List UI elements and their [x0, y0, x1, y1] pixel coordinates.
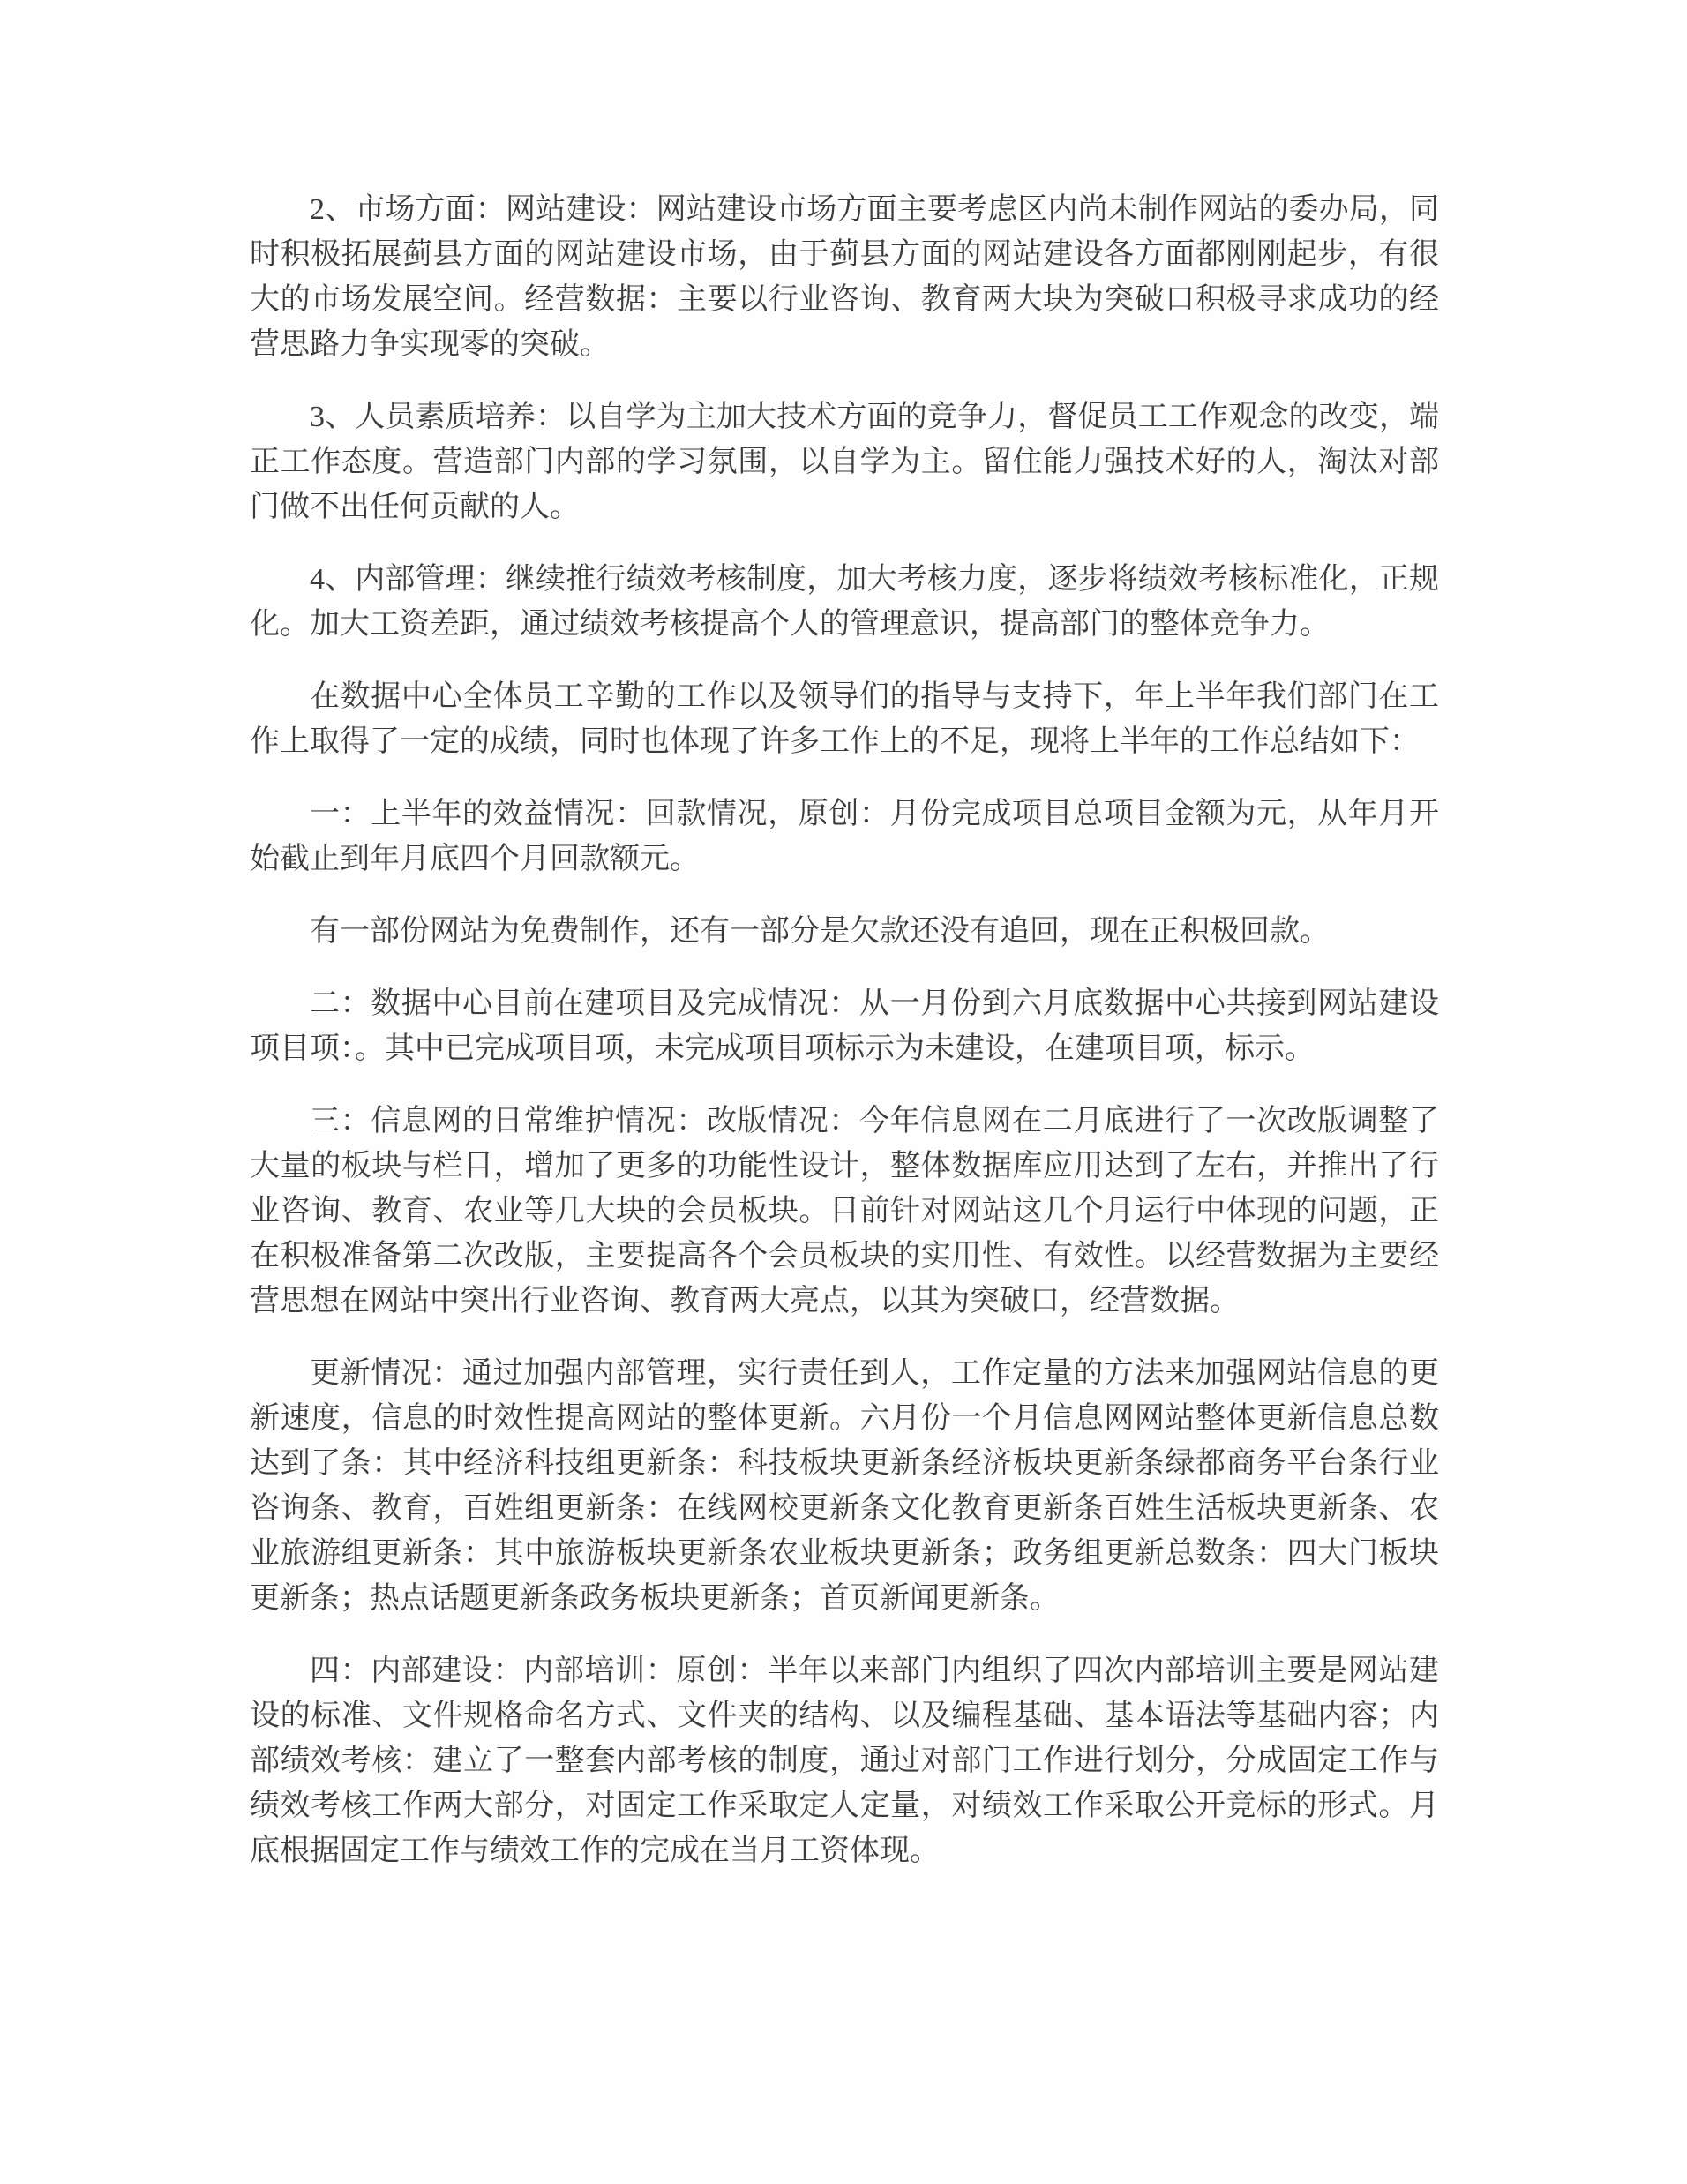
- paragraph-section-3-maintenance: 三：信息网的日常维护情况：改版情况：今年信息网在二月底进行了一次改版调整了大量的板块与栏目，增加了更多的功能性设计，整体数据库应用达到了左右，并推出了行业咨询、教育、农业等几大块的会员板块。目前针对网站这几个月运行中体现的问题，正在积极准备第二次改版，主要提高各个会员板块的实用性、有效性。以经营数据为主要经营思想在网站中突出行业咨询、教育两大亮点，以其为突破口，经营数据。: [250, 1105, 1439, 1317]
- document-body: [250, 187, 1439, 1901]
- paragraph-update-status: 更新情况：通过加强内部管理，实行责任到人，工作定量的方法来加强网站信息的更新速度，信息的时效性提高网站的整体更新。六月份一个月信息网网站整体更新信息总数达到了条：其中经济科技组更新条：科技板块更新条经济板块更新条绿都商务平台条行业咨询条、教育，百姓组更新条：在线网校更新条文化教育更新条百姓生活板块更新条、农业旅游组更新条：其中旅游板块更新条农业板块更新条；政务组更新总数条：四大门板块更新条；热点话题更新条政务板块更新条；首页新闻更新条。: [250, 1357, 1439, 1615]
- paragraph-free-sites-note: 有一部份网站为免费制作，还有一部分是欠款还没有追回，现在正积极回款。: [310, 915, 1330, 948]
- paragraph-section-2-projects: 二：数据中心目前在建项目及完成情况：从一月份到六月底数据中心共接到网站建设项目项：。其中已完成项目项，未完成项目项标示为未建设，在建项目项，标示。: [250, 987, 1439, 1065]
- paragraph-section-4-internal-construction: 四：内部建设：内部培训：原创：半年以来部门内组织了四次内部培训主要是网站建设的标准、文件规格命名方式、文件夹的结构、以及编程基础、基本语法等基础内容；内部绩效考核：建立了一整套内部考核的制度，通过对部门工作进行划分，分成固定工作与绩效考核工作两大部分，对固定工作采取定人定量，对绩效工作采取公开竞标的形式。月底根据固定工作与绩效工作的完成在当月工资体现。: [250, 1655, 1439, 1867]
- paragraph-intro-summary: 在数据中心全体员工辛勤的工作以及领导们的指导与支持下，年上半年我们部门在工作上取得了一定的成绩，同时也体现了许多工作上的不足，现将上半年的工作总结如下：: [250, 680, 1439, 758]
- paragraph-section-1-benefits: 一：上半年的效益情况：回款情况，原创：月份完成项目总项目金额为元，从年月开始截止到年月底四个月回款额元。: [250, 798, 1439, 875]
- paragraph-internal-management: 4、内部管理：继续推行绩效考核制度，加大考核力度，逐步将绩效考核标准化，正规化。加大工资差距，通过绩效考核提高个人的管理意识，提高部门的整体竞争力。: [250, 563, 1439, 641]
- paragraph-market: 2、市场方面：网站建设：网站建设市场方面主要考虑区内尚未制作网站的委办局，同时积极拓展蓟县方面的网站建设市场，由于蓟县方面的网站建设各方面都刚刚起步，有很大的市场发展空间。经营数据：主要以行业咨询、教育两大块为突破口积极寻求成功的经营思路力争实现零的突破。: [250, 193, 1439, 361]
- paragraph-personnel-training: 3、人员素质培养：以自学为主加大技术方面的竞争力，督促员工工作观念的改变，端正工作态度。营造部门内部的学习氛围，以自学为主。留住能力强技术好的人，淘汰对部门做不出任何贡献的人。: [250, 401, 1439, 523]
